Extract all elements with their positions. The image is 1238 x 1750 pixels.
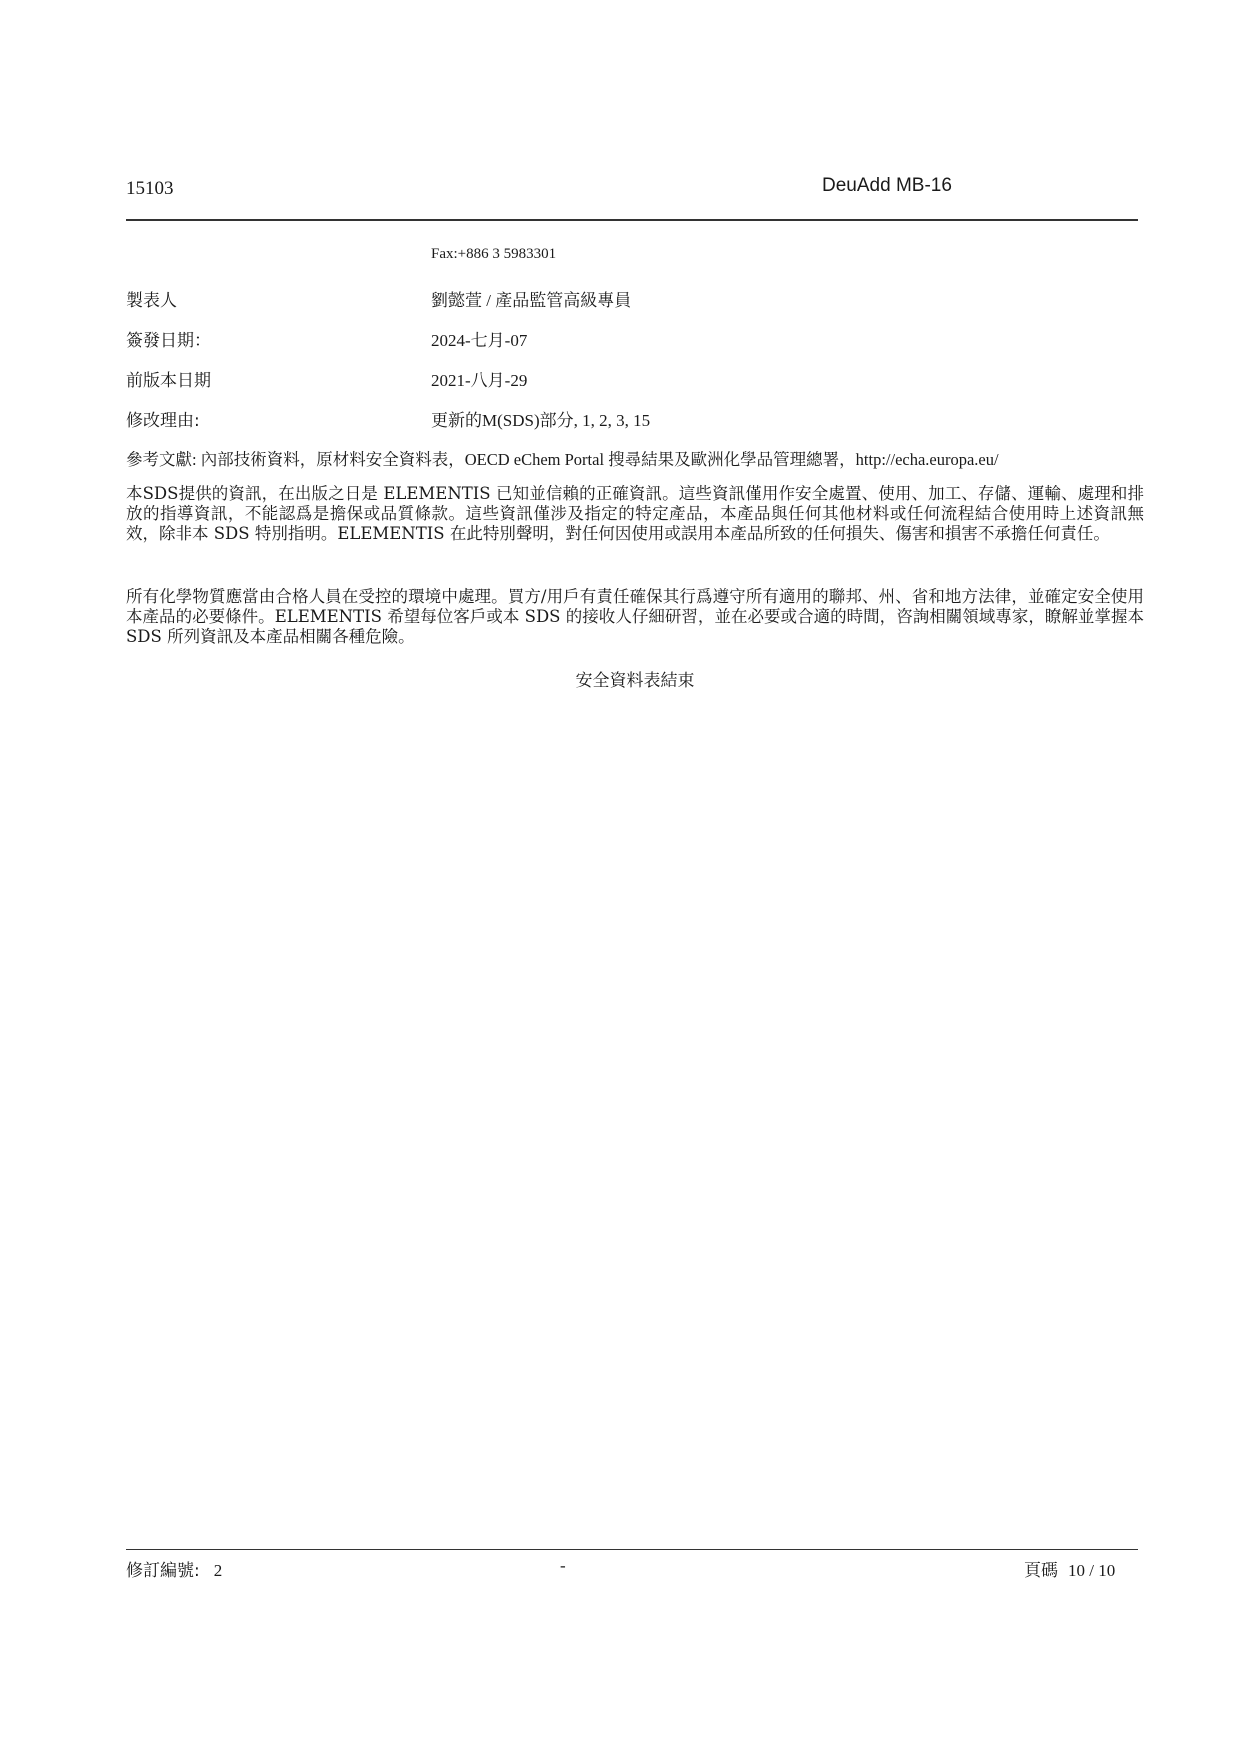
document-number: 15103 bbox=[126, 178, 174, 199]
revision-number: 2 bbox=[213, 1561, 223, 1580]
prepared-by-value: 劉懿萱 / 產品監管高級專員 bbox=[431, 291, 632, 310]
product-name: DeuAdd MB-16 bbox=[822, 175, 952, 196]
revision-label: 修訂編號: bbox=[126, 1561, 200, 1581]
disclaimer-paragraph: 本SDS提供的資訊，在出版之日是 ELEMENTIS 已知並信賴的正確資訊。這些資訊僅用作安全處置、使用、加工、存儲、運輸、處理和排放的指導資訊，不能認爲是擔保或品質條款。這些資訊僅涉及指定的特定產品，本產品與任何其他材料或任何流程結合使用時上述資訊無效，除非本 SDS 特別指明。ELEMENTIS 在此特別聲明，對任何因使用或誤用本產品所致的任何損失、傷害和損害不承擔任何責任。 bbox=[126, 484, 1144, 543]
page-number: 10 / 10 bbox=[1068, 1561, 1116, 1580]
prepared-by-label: 製表人 bbox=[126, 291, 177, 311]
revision-reason-label: 修改理由: bbox=[126, 411, 200, 431]
page-label: 頁碼 bbox=[1024, 1561, 1058, 1581]
revision-reason-value: 更新的M(SDS)部分, 1, 2, 3, 15 bbox=[431, 411, 651, 430]
header-divider bbox=[126, 219, 1138, 221]
issue-date-value: 2024-七月-07 bbox=[431, 331, 528, 350]
end-of-sds: 安全資料表結束 bbox=[575, 671, 695, 691]
fax-number: Fax:+886 3 5983301 bbox=[431, 246, 557, 262]
issue-date-label: 簽發日期： bbox=[126, 331, 211, 351]
references: 參考文獻: 內部技術資料，原材料安全資料表，OECD eChem Portal 搜尋結果及歐洲化學品管理總署，http://echa.europa.eu/ bbox=[126, 450, 999, 469]
previous-date-value: 2021-八月-29 bbox=[431, 371, 528, 390]
footer-separator: - bbox=[560, 1556, 566, 1575]
page-info bbox=[1024, 1556, 1115, 1581]
footer-divider bbox=[126, 1549, 1138, 1550]
handling-paragraph: 所有化學物質應當由合格人員在受控的環境中處理。買方/用戶有責任確保其行爲遵守所有適用的聯邦、州、省和地方法律，並確定安全使用本產品的必要條件。ELEMENTIS 希望每位客戶或本 SDS 的接收人仔細研習，並在必要或合適的時間，咨詢相關領域專家，瞭解並掌握本 SDS 所列資訊及本產品相關各種危險。 bbox=[126, 587, 1144, 646]
previous-date-label: 前版本日期 bbox=[126, 371, 211, 391]
revision-info bbox=[126, 1556, 222, 1581]
